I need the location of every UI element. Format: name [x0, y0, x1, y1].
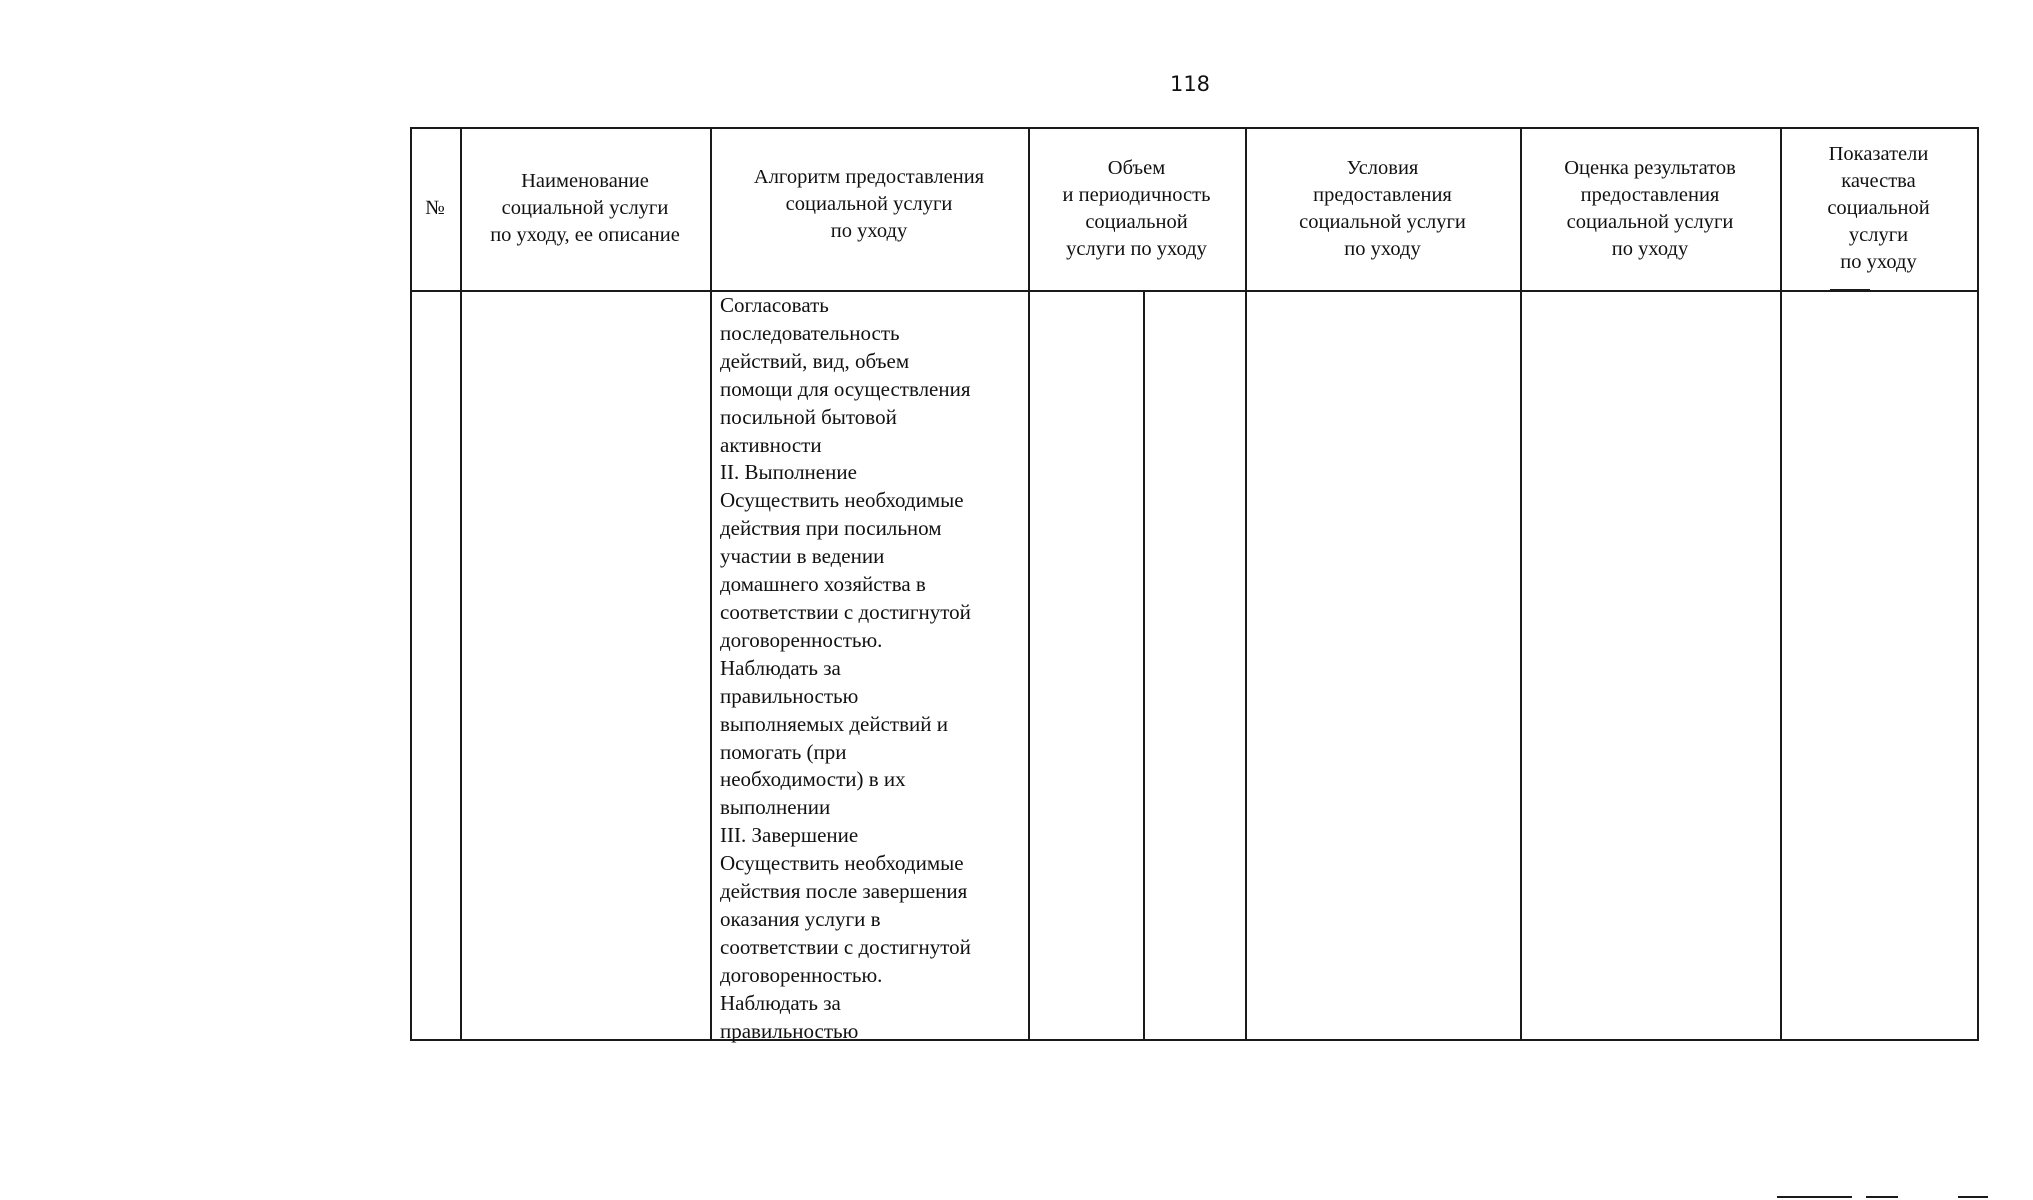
margin-mark	[1777, 1196, 1852, 1198]
header-divider	[410, 290, 1979, 292]
header-quality: Показатели качества социальной услуги по уходу	[1827, 143, 1930, 273]
header-evaluation: Оценка результатов предоставления социальной услуги по уходу	[1564, 156, 1736, 260]
service-table	[410, 127, 1979, 1041]
algorithm-cell-text: Согласовать последовательность действий, вид, объем помощи для осуществления посильной бытовой активности II. Выполнение Осуществить необходимые действия при посильном участии в ведении домашнего хозяйства в соответствии с достигнутой договоренностью. Наблюдать за правильностью выполняемых действий и помогать (при необходимости) в их выполнении III. Завершение Осуществить необходимые действия после завершения оказания услуги в соответствии с достигнутой договоренностью. Наблюдать за правильностью	[720, 293, 971, 1043]
margin-mark	[1866, 1196, 1898, 1198]
header-number: №	[425, 197, 445, 219]
table-bottom-border	[410, 1039, 1979, 1041]
header-service-name: Наименование социальной услуги по уходу, ее описание	[490, 170, 680, 246]
sub-column-divider	[1143, 290, 1145, 1041]
margin-mark	[1958, 1196, 1988, 1198]
page-number: 118	[1169, 72, 1211, 96]
table-right-border	[1977, 127, 1979, 1041]
header-algorithm: Алгоритм предоставления социальной услуги по уходу	[753, 166, 985, 242]
header-volume: Объем и периодичность социальной услуги по уходу	[1062, 156, 1211, 260]
header-underline-mark	[1830, 289, 1870, 291]
header-conditions: Условия предоставления социальной услуги по уходу	[1299, 156, 1466, 260]
